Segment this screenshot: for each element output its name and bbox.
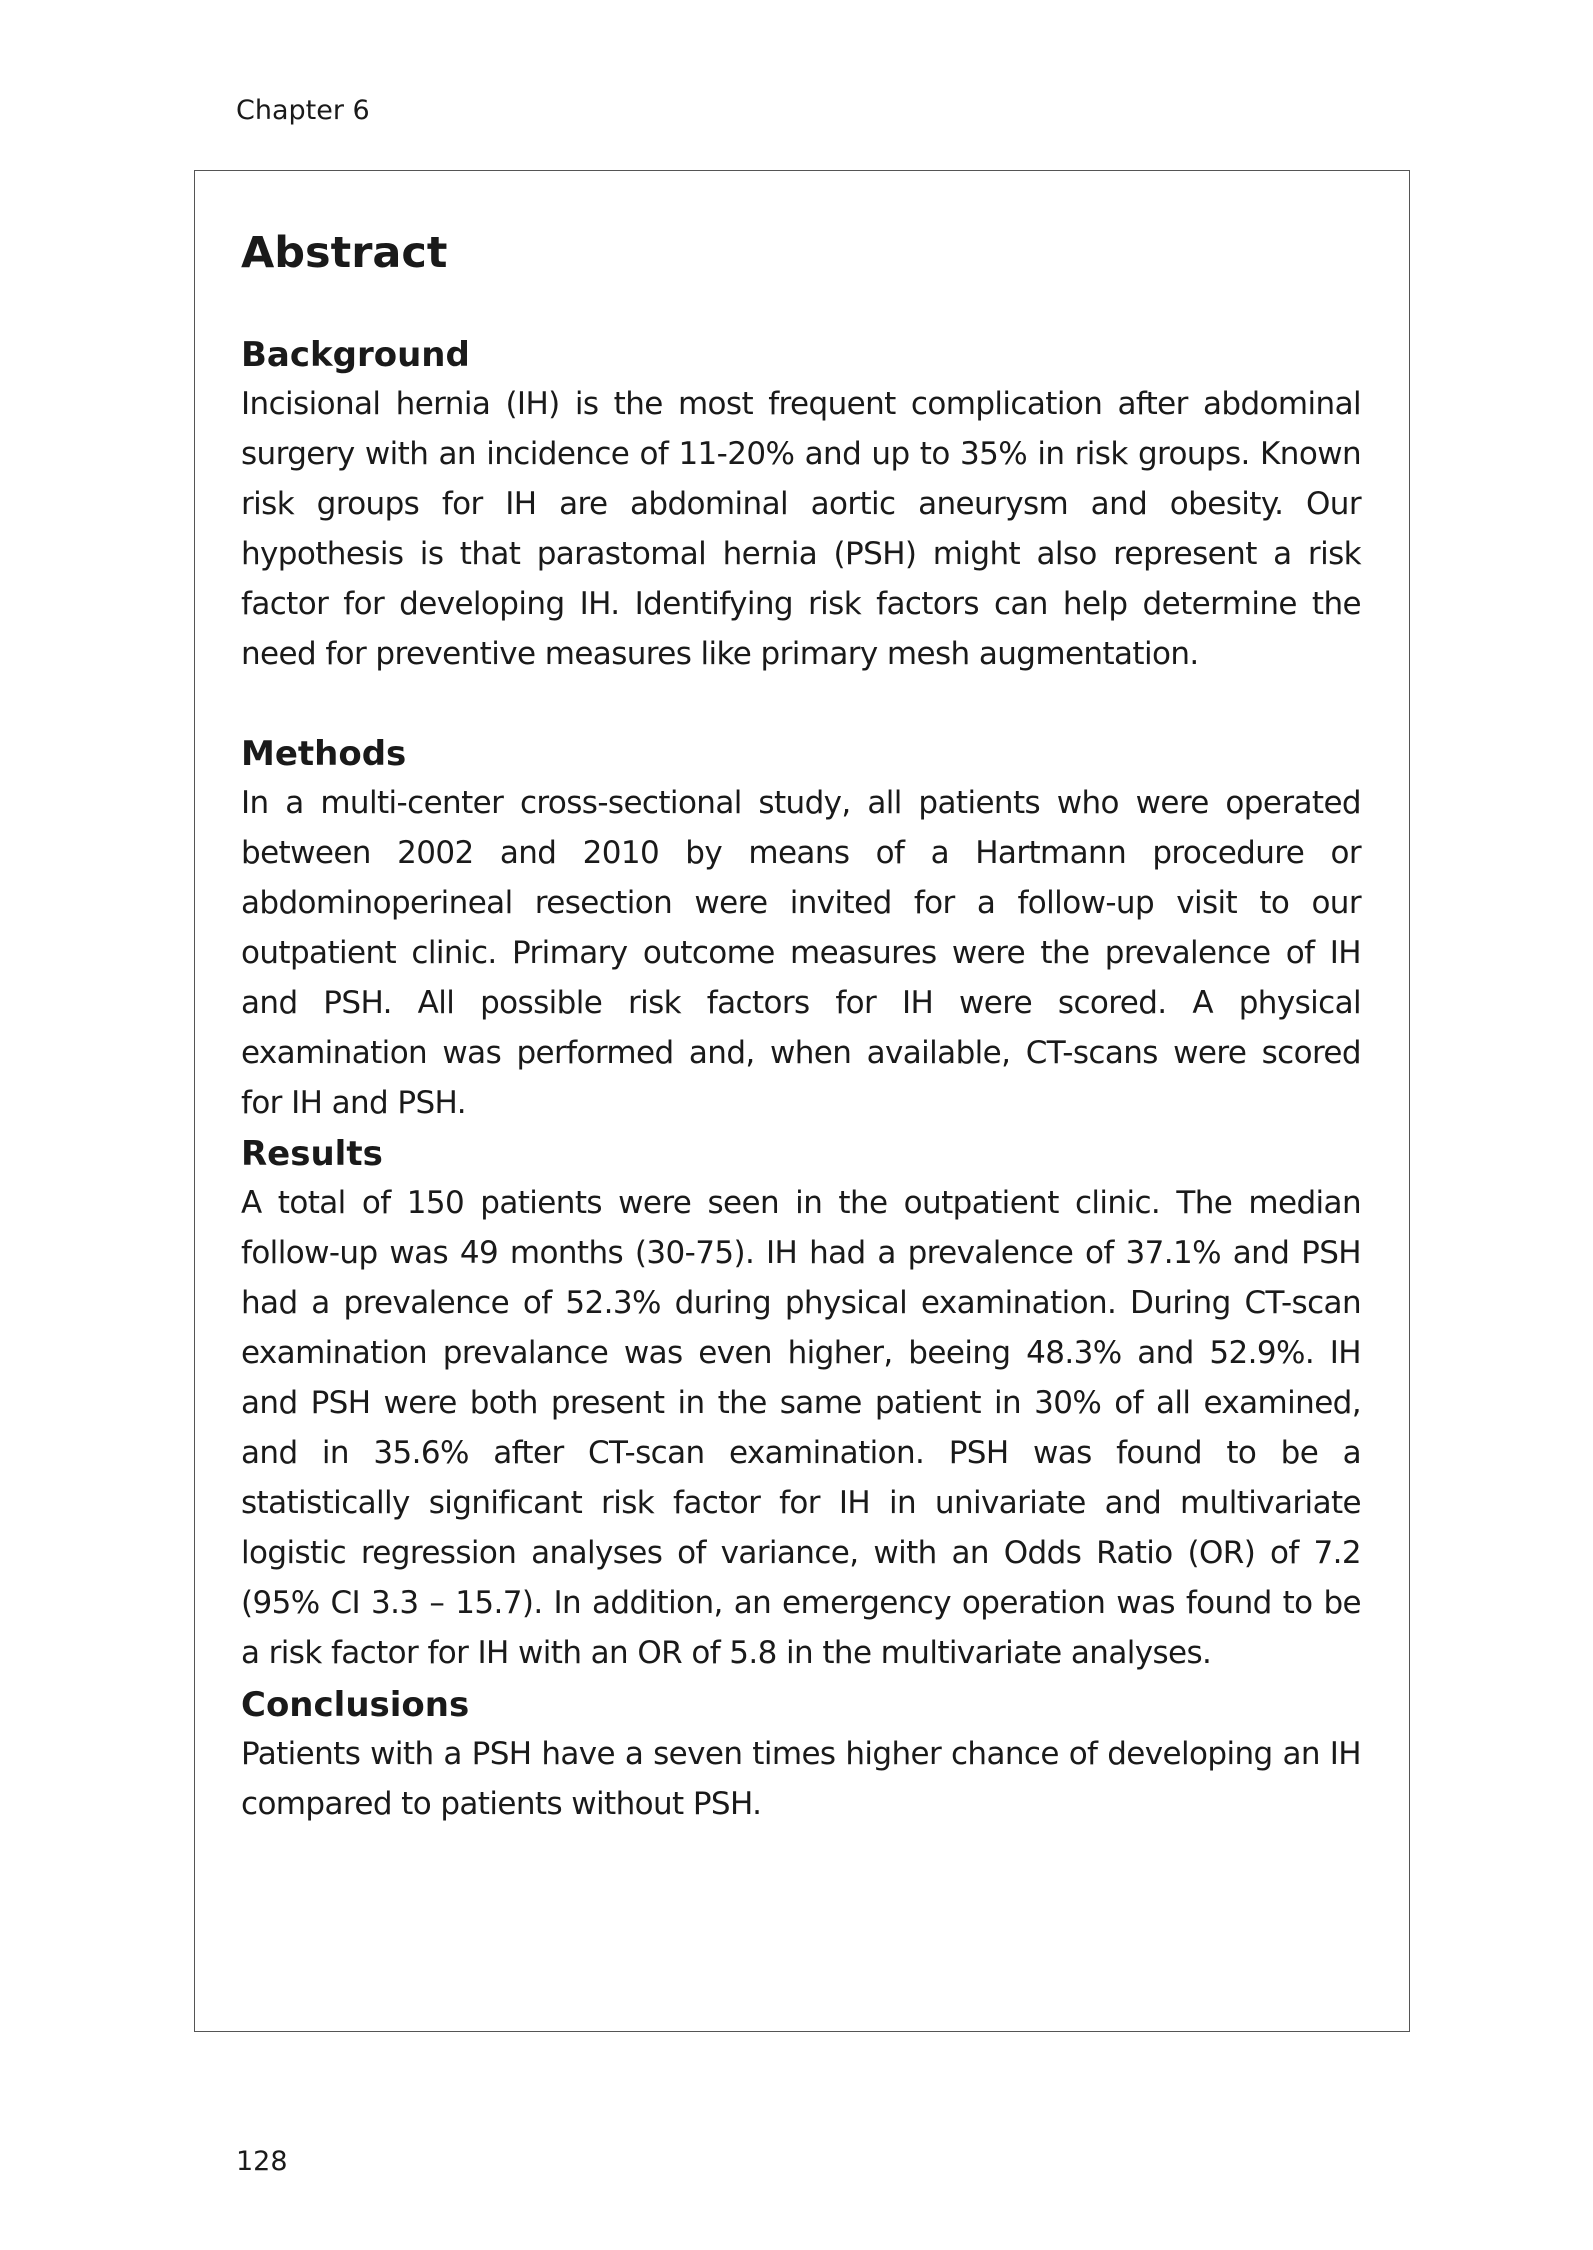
section-heading-results: Results xyxy=(241,1134,383,1174)
section-text-conclusions: Patients with a PSH have a seven times higher chance of developing an IH compared to patients without PSH. xyxy=(241,1736,1361,1822)
section-text-methods: In a multi-center cross-sectional study, all patients who were operated between 2002 and 2010 by means of a Hartmann procedure or abdominoperineal resection were invited for a follow-up visit to our outpatient clinic. Primary outcome measures were the prevalence of IH and PSH. All possible risk factors for IH were scored. A physical examination was performed and, when available, CT-scans were scored for IH and PSH. xyxy=(241,785,1361,1121)
section-text-background: Incisional hernia (IH) is the most frequent complication after abdominal surgery with an incidence of 11-20% and up to 35% in risk groups. Known risk groups for IH are abdominal aortic aneurysm and obesity. Our hypothesis is that parastomal hernia (PSH) might also represent a risk factor for developing IH. Identifying risk factors can help determine the need for preventive measures like primary mesh augmentation. xyxy=(241,386,1361,672)
section-conclusions xyxy=(241,1681,1361,1829)
running-head: Chapter 6 xyxy=(236,95,370,126)
section-results xyxy=(241,1130,1361,1678)
section-heading-conclusions: Conclusions xyxy=(241,1685,470,1725)
section-text-results: A total of 150 patients were seen in the outpatient clinic. The median follow-up was 49 months (30-75). IH had a prevalence of 37.1% and PSH had a prevalence of 52.3% during physical examination. During CT-scan examination prevalance was even higher, beeing 48.3% and 52.9%. IH and PSH were both present in the same patient in 30% of all examined, and in 35.6% after CT-scan examination. PSH was found to be a statistically significant risk factor for IH in univariate and multivariate logistic regression analyses of variance, with an Odds Ratio (OR) of 7.2 (95% CI 3.3 – 15.7). In addition, an emergency operation was found to be a risk factor for IH with an OR of 5.8 in the multivariate analyses. xyxy=(241,1185,1361,1671)
abstract-title: Abstract xyxy=(241,228,448,278)
section-heading-methods: Methods xyxy=(241,734,407,774)
section-background xyxy=(241,331,1361,679)
section-methods xyxy=(241,730,1361,1128)
section-heading-background: Background xyxy=(241,335,470,375)
page-number: 128 xyxy=(236,2146,288,2177)
abstract-box xyxy=(194,170,1410,2032)
